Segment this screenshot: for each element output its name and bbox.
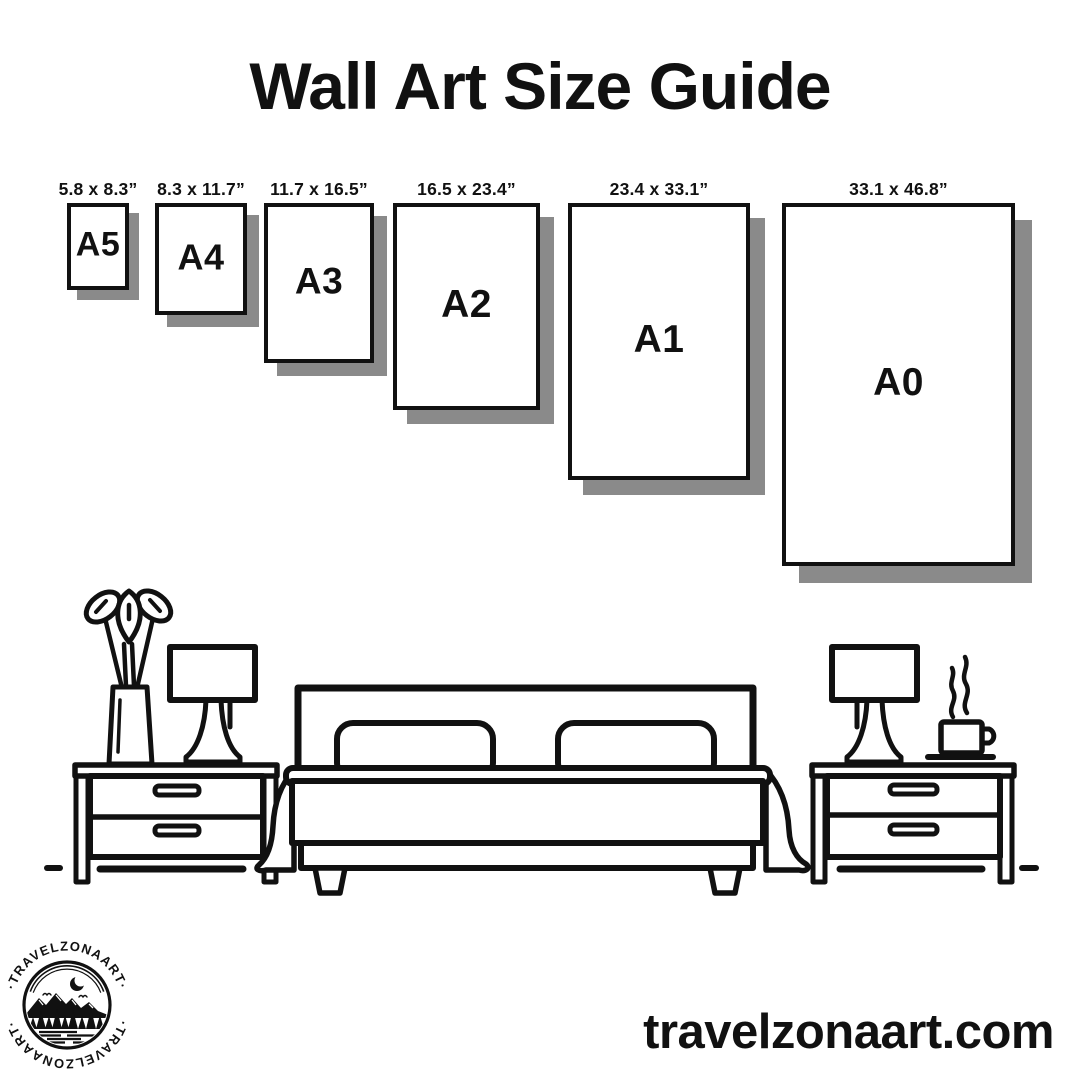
- paper-a4: [155, 179, 247, 315]
- paper-a5: [58, 179, 138, 290]
- size-name-label: A5: [75, 225, 121, 264]
- nightstand-right-icon: [812, 765, 1014, 882]
- paper-a2: [393, 179, 540, 410]
- rim-arc: [33, 969, 101, 993]
- logo-text-bottom: ·TRAVELZONAART·: [3, 1018, 131, 1072]
- website-text: travelzonaart.com: [643, 1005, 1054, 1059]
- size-dimensions-label: 23.4 x 33.1”: [609, 179, 709, 199]
- page-title: Wall Art Size Guide: [249, 49, 831, 123]
- moon-icon: [70, 975, 87, 992]
- size-name-label: A3: [294, 260, 344, 302]
- paper-a0: [782, 179, 1015, 566]
- blanket-drape-right: [766, 770, 808, 871]
- bed-icon: [257, 688, 808, 893]
- logo-text-top: ·TRAVELZONAART·: [3, 938, 131, 992]
- size-dimensions-label: 5.8 x 8.3”: [58, 179, 138, 199]
- paper-a3: [264, 179, 374, 363]
- plant-icon: [81, 585, 177, 688]
- size-name-label: A4: [177, 236, 225, 278]
- brand-logo: [0, 932, 140, 1078]
- table-lamp-right-icon: [832, 647, 917, 762]
- bird-icon: [43, 994, 87, 998]
- size-name-label: A2: [441, 282, 492, 326]
- vase: [109, 687, 152, 764]
- nightstand-left-icon: [75, 765, 277, 882]
- size-dimensions-label: 11.7 x 16.5”: [270, 179, 368, 199]
- size-name-label: A0: [873, 360, 924, 404]
- bedroom-scene: [0, 575, 1080, 905]
- size-dimensions-label: 8.3 x 11.7”: [157, 179, 245, 199]
- coffee-cup-icon: [928, 657, 994, 757]
- size-dimensions-label: 33.1 x 46.8”: [849, 179, 948, 199]
- table-lamp-left-icon: [170, 647, 255, 762]
- size-name-label: A1: [633, 317, 685, 361]
- size-dimensions-label: 16.5 x 23.4”: [417, 179, 516, 199]
- paper-a1: [568, 179, 750, 480]
- mountains: [26, 993, 108, 1018]
